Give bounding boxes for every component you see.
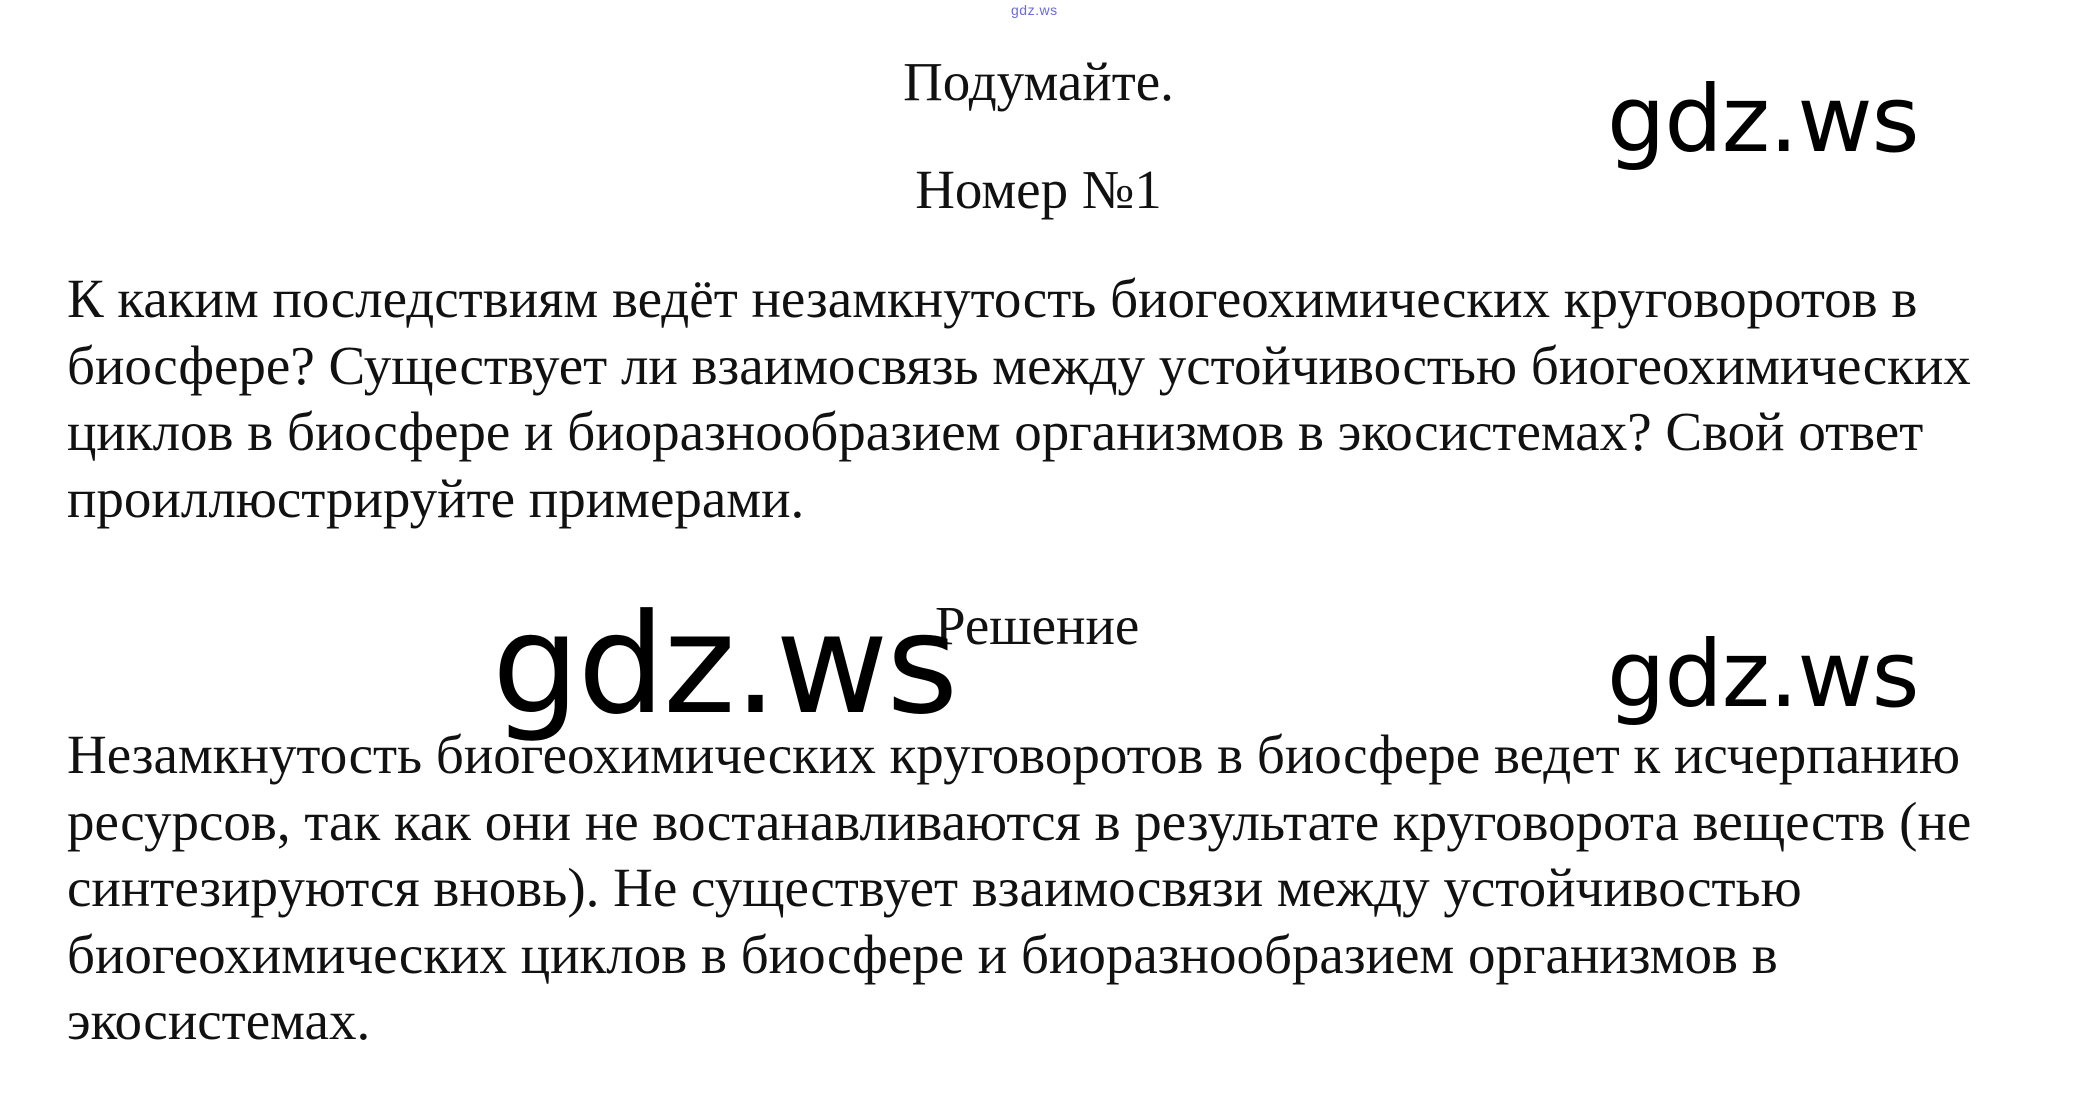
solution-text: Незамкнутость биогеохимических круговоротов в биосфере ведет к исчерпанию ресурсов, так как они не востанавливаются в результате круговорота веществ (не синтезируются вновь). Не существует взаимосвязи между устойчивостью биогеохимических циклов в биосфере и биоразнообразием организмов в экосистемах. bbox=[67, 724, 1972, 1051]
tiny-watermark: gdz.ws bbox=[1011, 2, 1058, 18]
exercise-number: Номер №1 bbox=[915, 159, 1162, 220]
page-title: Подумайте. bbox=[903, 51, 1174, 112]
watermark-center: gdz.ws bbox=[492, 584, 957, 745]
question-text: К каким последствиям ведёт незамкнутость биогеохимических круговоротов в биосфере? Существует ли взаимосвязь между устойчивостью биогеохимических циклов в биосфере и биоразнообразием организмов в экосистемах? Свой ответ проиллюстрируйте примерами. bbox=[67, 268, 1971, 529]
watermark-mid-right: gdz.ws bbox=[1607, 621, 1919, 728]
solution-label: Решение bbox=[935, 595, 1140, 656]
watermark-top-right: gdz.ws bbox=[1607, 66, 1919, 173]
